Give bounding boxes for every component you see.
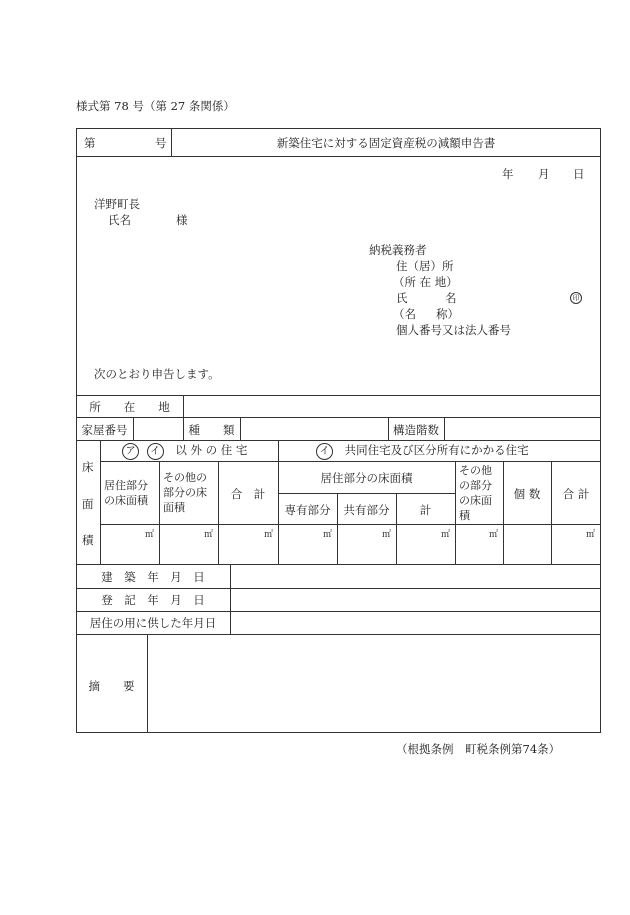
floor-area-side-label-1: 床 — [82, 460, 94, 474]
floor-area-side-label-2: 面 — [82, 497, 94, 511]
col-other-area: その他の部分の床面積 — [163, 471, 207, 514]
date-year: 年 — [502, 167, 514, 181]
kind-field[interactable] — [241, 418, 387, 439]
date-month: 月 — [538, 167, 550, 181]
addressee-sama: 様 — [176, 213, 188, 227]
declaration-text: 次のとおり申告します。 — [94, 367, 220, 381]
form-number: 様式第 78 号（第 27 条関係） — [76, 99, 235, 113]
floor-area-side-label-3: 積 — [82, 533, 94, 547]
unit-b-private: ㎡ — [323, 530, 333, 540]
unit-b-subtotal: ㎡ — [441, 530, 451, 540]
number-suffix: 号 — [155, 136, 167, 150]
taxpayer-location-label: （所 在 地） — [393, 275, 458, 289]
col-residential-area: 居住部分の床面積 — [104, 479, 148, 507]
registration-date-field[interactable] — [231, 589, 600, 610]
unit-residential: ㎡ — [145, 530, 155, 540]
unit-b-common: ㎡ — [382, 530, 392, 540]
group-b-header — [314, 442, 529, 460]
col-b-count: 個 数 — [513, 487, 541, 501]
col-b-total: 合 計 — [562, 487, 590, 501]
location-field[interactable] — [184, 396, 600, 416]
col-b-residential-area: 居住部分の床面積 — [320, 471, 413, 485]
col-b-subtotal: 計 — [419, 503, 432, 517]
house-number-label: 家屋番号 — [81, 423, 128, 437]
taxpayer-name-alt-1: （名 — [393, 307, 416, 321]
number-prefix: 第 — [84, 136, 96, 150]
taxpayer-heading: 納税義務者 — [369, 243, 427, 257]
group-b-text: 共同住宅及び区分所有にかかる住宅 — [344, 443, 529, 457]
registration-date-label: 登 記 年 月 日 — [101, 593, 205, 607]
col-b-private: 専有部分 — [284, 503, 331, 517]
taxpayer-address-label: 住（居）所 — [396, 259, 454, 273]
mark-a-icon: ア — [122, 443, 139, 460]
structure-floors-field[interactable] — [445, 418, 600, 439]
addressee-name-label: 氏名 — [108, 213, 131, 227]
unit-b-other: ㎡ — [489, 530, 499, 540]
mark-i2-icon: イ — [316, 443, 333, 460]
legal-basis: （根拠条例 町税条例第74条） — [396, 742, 561, 756]
location-label: 所 在 地 — [89, 400, 170, 414]
taxpayer-name-label-2: 名 — [445, 291, 457, 305]
form-title: 新築住宅に対する固定資産税の減額申告書 — [276, 136, 496, 150]
taxpayer-id-label: 個人番号又は法人番号 — [396, 323, 511, 337]
unit-other: ㎡ — [204, 530, 214, 540]
construction-date-field[interactable] — [231, 565, 600, 587]
structure-floors-label: 構造階数 — [393, 423, 439, 437]
group-a-header — [120, 442, 247, 460]
residence-date-field[interactable] — [231, 612, 600, 633]
seal-mark: 印 — [570, 292, 582, 304]
mark-i-icon: イ — [147, 443, 164, 460]
date-day: 日 — [573, 167, 585, 181]
taxpayer-name-label-1: 氏 — [396, 291, 408, 305]
value-b-count[interactable] — [504, 525, 551, 563]
col-total: 合 計 — [230, 487, 266, 501]
group-a-text: 以 外 の 住 宅 — [175, 443, 248, 457]
taxpayer-name-alt-2: 称） — [436, 307, 459, 321]
residence-date-label: 居住の用に供した年月日 — [89, 616, 217, 630]
house-number-field[interactable] — [134, 418, 182, 439]
kind-label: 種 類 — [188, 423, 235, 437]
remarks-field[interactable] — [148, 635, 600, 732]
col-b-common: 共有部分 — [343, 503, 390, 517]
col-b-other-area: その他の部分の床面積 — [459, 464, 492, 522]
remarks-label: 摘 要 — [88, 679, 135, 693]
addressee-town-head: 洋野町長 — [94, 197, 140, 211]
unit-b-total: ㎡ — [586, 530, 596, 540]
construction-date-label: 建 築 年 月 日 — [101, 570, 205, 584]
unit-total: ㎡ — [264, 530, 274, 540]
